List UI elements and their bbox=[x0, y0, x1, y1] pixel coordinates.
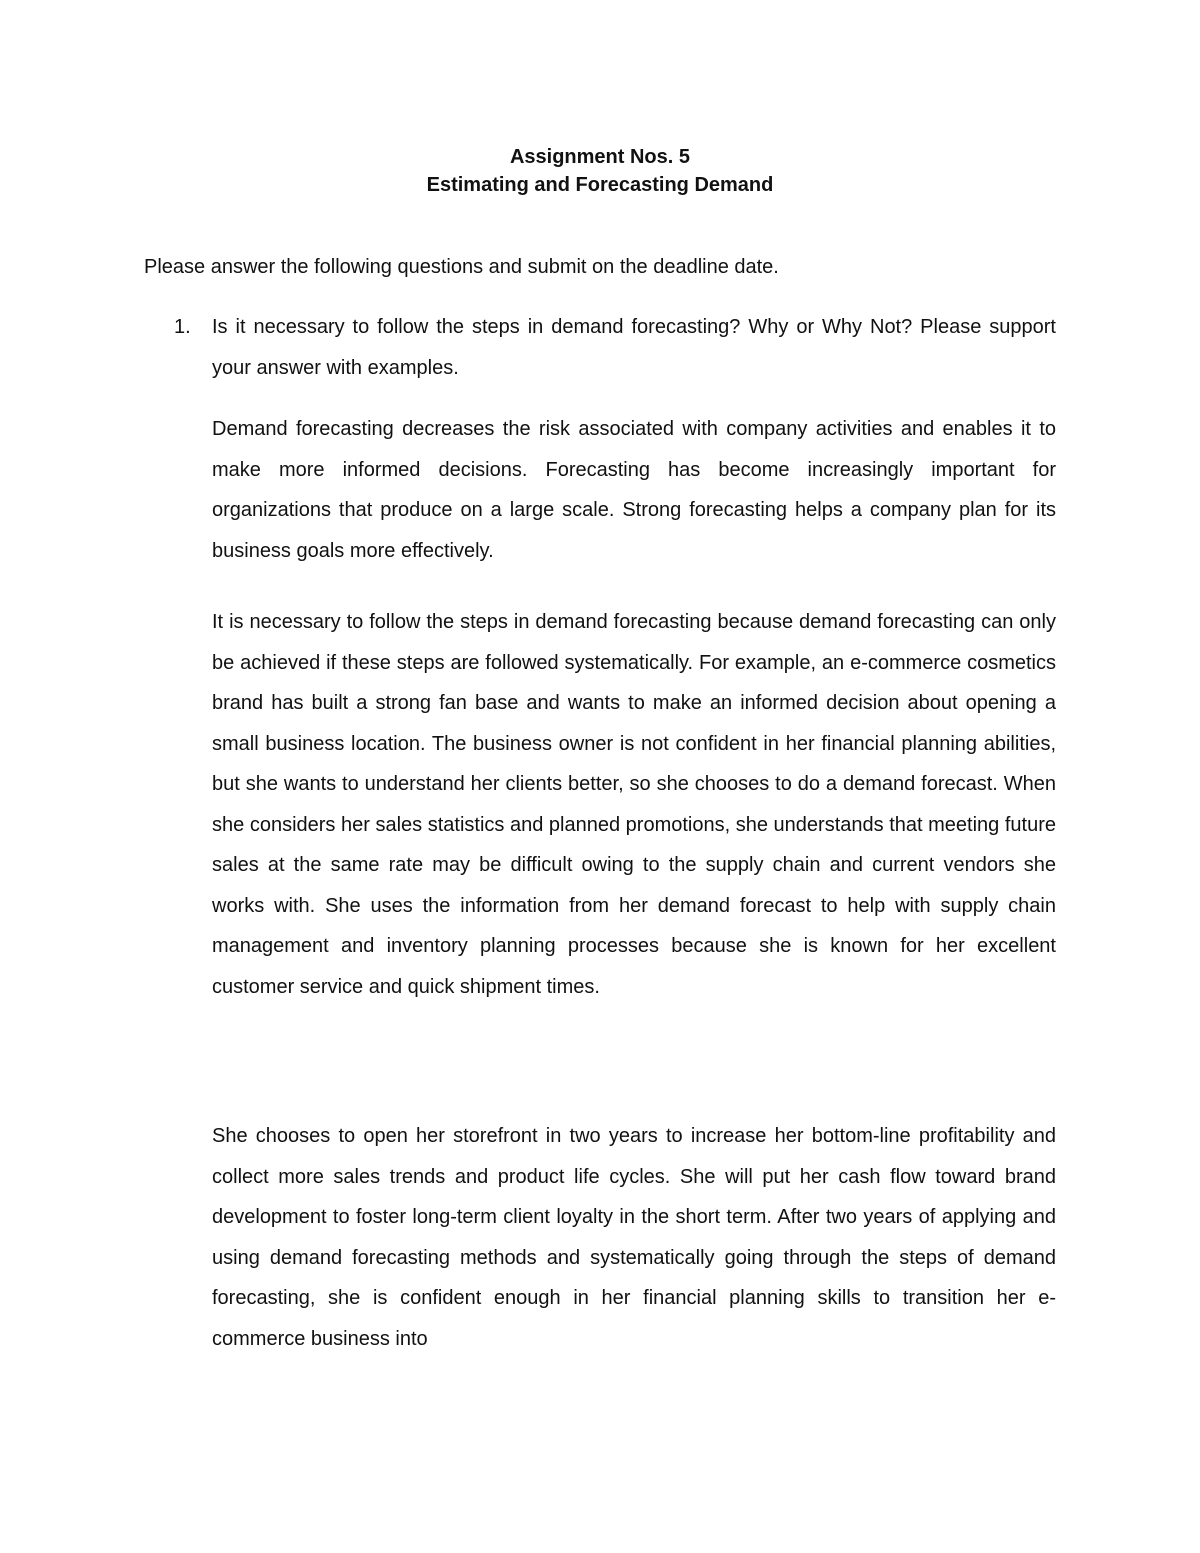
question-number: 1. bbox=[174, 316, 191, 338]
answer-paragraph-text: She chooses to open her storefront in two years to increase her bottom-line profitability and collect more sales trends and product life cycles. She will put her cash flow toward brand development to foster long-term client loyalty in the short term. After two years of applying and using demand forecasting methods and systematically going through the steps of demand forecasting, she is confident enough in her financial planning skills to transition her e-commerce business into bbox=[212, 1125, 1056, 1350]
question-text: Is it necessary to follow the steps in demand forecasting? Why or Why Not? Please support your answer with examples. bbox=[212, 316, 1056, 379]
document-subtitle: Estimating and Forecasting Demand bbox=[426, 174, 774, 196]
answer-paragraph bbox=[212, 1116, 1056, 1359]
document-title: Assignment Nos. 5 bbox=[509, 146, 691, 168]
answer-paragraph bbox=[212, 409, 1056, 571]
answer-paragraph bbox=[212, 602, 1056, 1007]
answer-paragraph-text: It is necessary to follow the steps in demand forecasting because demand forecasting can only be achieved if these steps are followed systematically. For example, an e-commerce cosmetics brand has built a strong fan base and wants to make an informed decision about opening a small business location. The business owner is not confident in her financial planning abilities, but she wants to understand her clients better, so she chooses to do a demand forecast. When she considers her sales statistics and planned promotions, she understands that meeting future sales at the same rate may be difficult owing to the supply chain and current vendors she works with. She uses the information from her demand forecast to help with supply chain management and inventory planning processes because she is known for her excellent customer service and quick shipment times. bbox=[212, 611, 1056, 998]
question-item bbox=[174, 307, 1056, 388]
answer-paragraph-text: Demand forecasting decreases the risk associated with company activities and enables it to make more informed decisions. Forecasting has become increasingly important for organizations that produce on a large scale. Strong forecasting helps a company plan for its business goals more effectively. bbox=[212, 418, 1056, 562]
document-header bbox=[0, 143, 1200, 199]
instructions-text: Please answer the following questions and submit on the deadline date. bbox=[144, 256, 779, 278]
